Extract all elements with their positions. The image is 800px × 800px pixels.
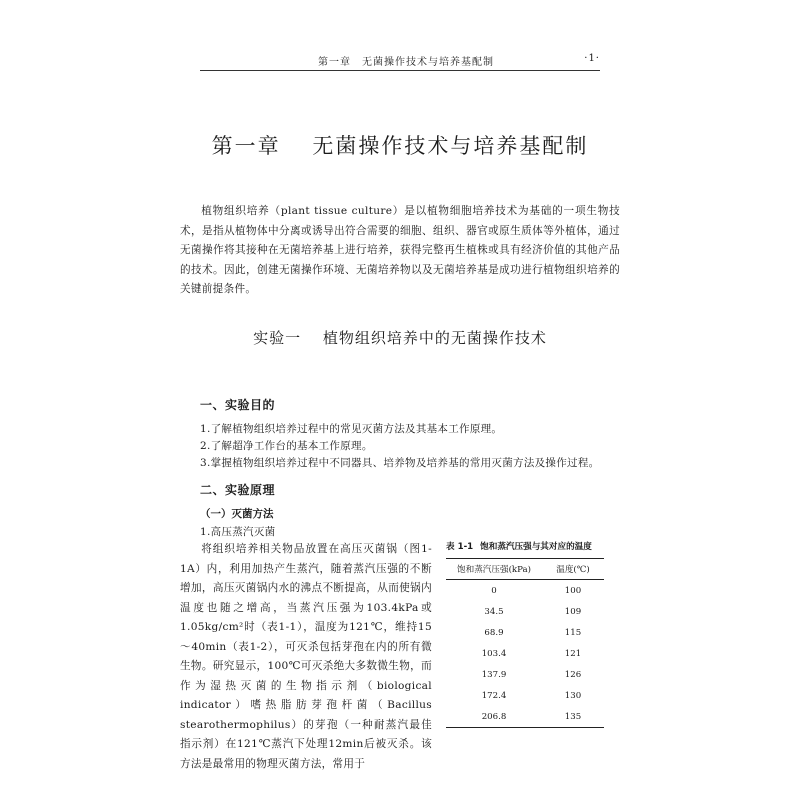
table-cell: 34.5: [484, 606, 504, 617]
running-head: [200, 52, 600, 71]
table-row: [446, 664, 604, 685]
table-cell: 126: [564, 669, 582, 680]
data-table: [446, 558, 604, 728]
running-head-title: 第一章 无菌操作技术与培养基配制: [318, 57, 494, 68]
table-row: [446, 685, 604, 706]
objective-item: 1.了解植物组织培养过程中的常见灭菌方法及其基本工作原理。: [200, 423, 503, 435]
table-cell: 135: [542, 706, 604, 728]
table-header-row: [446, 559, 604, 580]
table-cell: 130: [564, 690, 582, 701]
experiment-title: 实验一 植物组织培养中的无菌操作技术: [253, 329, 547, 347]
table-cell: 103.4: [481, 648, 507, 659]
body-paragraph: 将组织培养相关物品放置在高压灭菌锅（图1-1A）内，利用加热产生蒸汽，随着蒸汽压强的不断增加，高压灭菌锅内水的沸点不断提高，从而使锅内温度也随之增高，当蒸汽压强为103.4kPa或1.05kg/cm²时（表1-1），温度为121℃，维持15～40min（表1-2），可灭杀包括芽孢在内的所有微生物。研究显示，100℃可灭杀绝大多数微生物，而作为湿热灭菌的生物指示剂（biological indicator）嗜热脂肪芽孢杆菌（Bacillus stearothermophilus）的芽孢（一种耐蒸汽最佳指示剂）在121℃蒸汽下处理12min后被灭杀。该方法是最常用的物理灭菌方法，常用于: [180, 543, 432, 770]
table-cell: 115: [564, 627, 582, 638]
table-caption: [446, 540, 604, 552]
section-heading-objectives: 一、实验目的: [200, 398, 276, 412]
table-caption-number: 表 1-1: [446, 542, 474, 552]
table-row: [446, 580, 604, 602]
table-cell: 172.4: [481, 690, 507, 701]
method-title: 1.高压蒸汽灭菌: [200, 526, 276, 538]
table-cell: 68.9: [484, 627, 504, 638]
objective-item: 2.了解超净工作台的基本工作原理。: [200, 440, 373, 452]
table-caption-text: 饱和蒸汽压强与其对应的温度: [480, 542, 592, 552]
subsection-heading: （一）灭菌方法: [200, 508, 274, 520]
table-row: [446, 622, 604, 643]
table-row: [446, 706, 604, 728]
intro-paragraph: 植物组织培养（plant tissue culture）是以植物细胞培养技术为基础的一项生物技术，是指从植物体中分离或诱导出符合需要的细胞、组织、器官或原生质体等外植体，通过无菌操作将其接种在无菌培养基上进行培养，获得完整再生植株或具有经济价值的其他产品的技术。因此，创建无菌操作环境、无菌培养物以及无菌培养基是成功进行植物组织培养的关键前提条件。: [180, 205, 620, 295]
table-row: [446, 601, 604, 622]
table-cell: 109: [564, 606, 582, 617]
section-heading-principles: 二、实验原理: [200, 483, 276, 497]
table-1-1: [446, 540, 604, 728]
table-row: [446, 643, 604, 664]
page-number: ·1·: [584, 53, 600, 64]
column-header: 温度(℃): [542, 559, 604, 580]
table-cell: 137.9: [481, 669, 507, 680]
chapter-title: 第一章 无菌操作技术与培养基配制: [211, 134, 589, 158]
table-cell: 100: [564, 585, 582, 596]
objective-item: 3.掌握植物组织培养过程中不同器具、培养物及培养基的常用灭菌方法及操作过程。: [200, 457, 600, 469]
column-header: 饱和蒸汽压强(kPa): [446, 559, 542, 580]
table-cell: 206.8: [446, 706, 542, 728]
table-cell: 121: [564, 648, 582, 659]
table-cell: 0: [491, 585, 497, 596]
